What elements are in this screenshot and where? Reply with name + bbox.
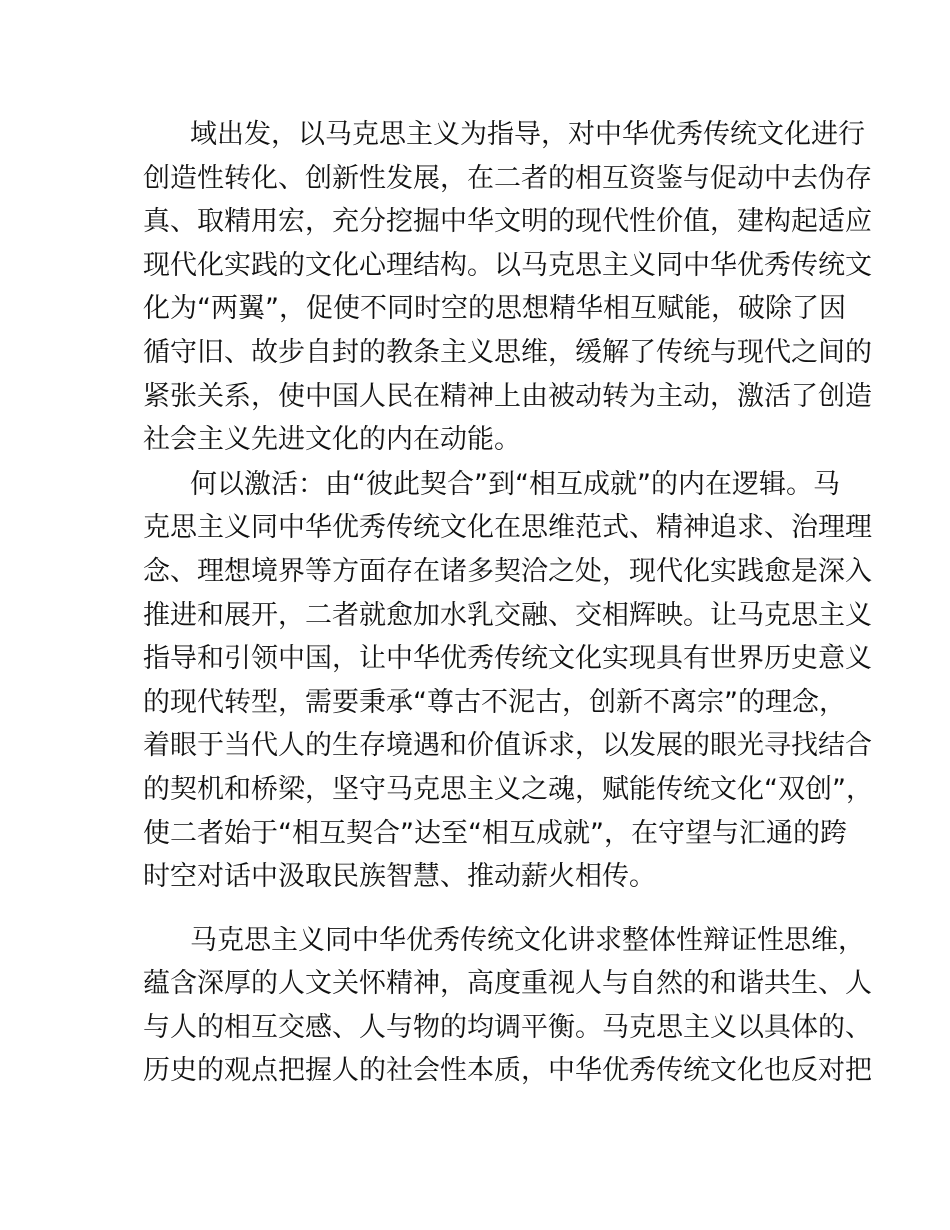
paragraph-2 [143, 463, 873, 899]
text-line: 蕴含深厚的人文关怀精神，高度重视人与自然的和谐共生、人 [143, 968, 872, 1000]
text-line: 真、取精用宏，充分挖掘中华文明的现代性价值，建构起适应 [143, 206, 872, 238]
text-line: 何以激活：由“彼此契合”到“相互成就”的内在逻辑。马 [190, 468, 840, 500]
text-line: 社会主义先进文化的内在动能。 [143, 424, 521, 456]
text-line: 紧张关系，使中国人民在精神上由被动转为主动，激活了创造 [143, 380, 872, 412]
text-line: 现代化实践的文化心理结构。以马克思主义同中华优秀传统文 [143, 249, 872, 281]
paragraph-1 [143, 113, 872, 462]
text-line: 克思主义同中华优秀传统文化在思维范式、精神追求、治理理 [143, 512, 872, 544]
text-line: 的现代转型，需要秉承“尊古不泥古，创新不离宗”的理念， [143, 686, 846, 718]
text-line: 使二者始于“相互契合”达至“相互成就”，在守望与汇通的跨 [143, 817, 847, 849]
text-line: 与人的相互交感、人与物的均调平衡。马克思主义以具体的、 [143, 1011, 872, 1043]
text-line: 着眼于当代人的生存境遇和价值诉求，以发展的眼光寻找结合 [143, 730, 872, 762]
document-page [143, 113, 873, 1093]
text-line: 历史的观点把握人的社会性本质，中华优秀传统文化也反对把 [143, 1055, 872, 1087]
text-line: 循守旧、故步自封的教条主义思维，缓解了传统与现代之间的 [143, 336, 872, 368]
text-line: 推进和展开，二者就愈加水乳交融、交相辉映。让马克思主义 [143, 599, 872, 631]
text-line: 域出发，以马克思主义为指导，对中华优秀传统文化进行 [190, 119, 865, 150]
text-line: 念、理想境界等方面存在诸多契洽之处，现代化实践愈是深入 [143, 555, 872, 587]
text-line: 时空对话中汲取民族智慧、推动薪火相传。 [143, 861, 656, 893]
text-line: 创造性转化、创新性发展，在二者的相互资鉴与促动中去伪存 [143, 162, 872, 194]
paragraph-3 [143, 919, 872, 1093]
text-line: 化为“两翼”，促使不同时空的思想精华相互赋能，破除了因 [143, 293, 846, 325]
text-line: 马克思主义同中华优秀传统文化讲求整体性辩证性思维， [190, 924, 865, 956]
text-line: 的契机和桥梁，坚守马克思主义之魂，赋能传统文化“双创”， [143, 773, 873, 805]
text-line: 指导和引领中国，让中华优秀传统文化实现具有世界历史意义 [143, 643, 872, 675]
